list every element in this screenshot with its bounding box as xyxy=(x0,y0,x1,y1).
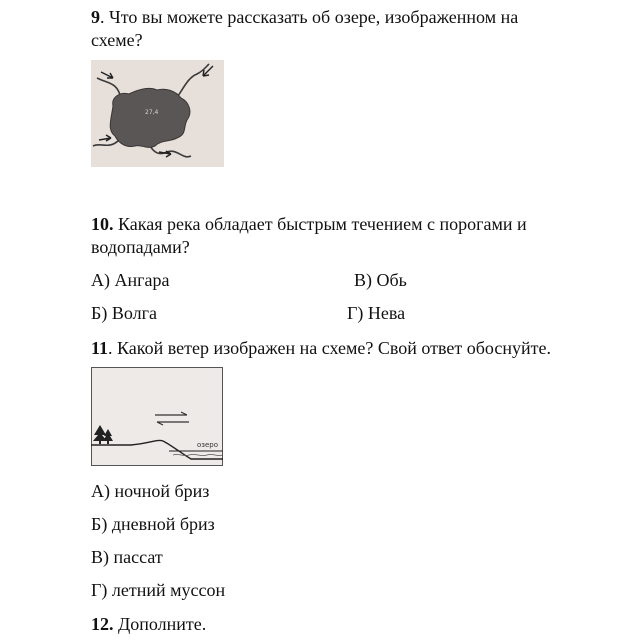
q10-text-line2: водопадами? xyxy=(91,237,190,257)
q11-number: 11 xyxy=(91,338,109,358)
q9-text-line1: . Что вы можете рассказать об озере, изображенном на xyxy=(100,7,519,27)
lake-label: озеро xyxy=(197,441,219,449)
q12-heading xyxy=(91,613,206,635)
q10-option-a[interactable]: А) Ангара xyxy=(91,270,170,290)
q9-text-line2: схеме? xyxy=(91,30,143,50)
lake-depth-label: 27,4 xyxy=(145,109,159,116)
q9-heading xyxy=(91,6,518,28)
q11-text: . Какой ветер изображен на схеме? Свой ответ обоснуйте. xyxy=(108,338,551,358)
q12-text: Дополните. xyxy=(113,614,207,634)
q11-option-b[interactable]: Б) дневной бриз xyxy=(91,514,215,534)
q11-heading xyxy=(91,337,551,359)
q10-heading xyxy=(91,213,527,235)
q12-number: 12. xyxy=(91,614,114,634)
q11-option-g[interactable]: Г) летний муссон xyxy=(91,580,226,600)
q11-option-a[interactable]: А) ночной бриз xyxy=(91,481,210,501)
lake-map-figure xyxy=(91,60,224,167)
q10-number: 10. xyxy=(91,214,114,234)
q11-option-v[interactable]: В) пассат xyxy=(91,547,163,567)
q10-text-line1: Какая река обладает быстрым течением с порогами и xyxy=(113,214,527,234)
q9-number: 9 xyxy=(91,7,100,27)
q10-option-g[interactable]: Г) Нева xyxy=(347,303,406,323)
q10-option-b[interactable]: Б) Волга xyxy=(91,303,157,323)
q10-option-v[interactable]: В) Обь xyxy=(354,270,407,290)
breeze-diagram-figure xyxy=(91,367,223,466)
